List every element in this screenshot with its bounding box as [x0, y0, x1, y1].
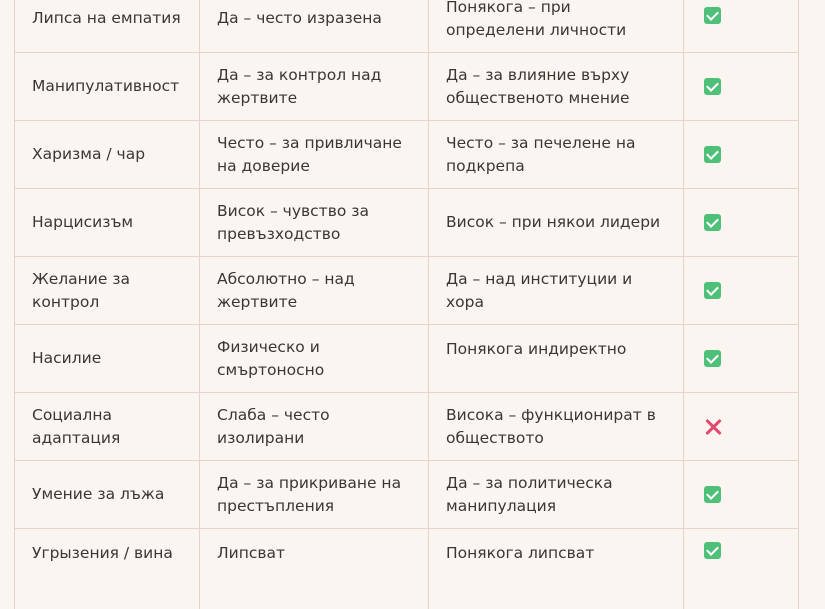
trait-cell: Социална адаптация [15, 393, 200, 460]
comparison-table [14, 0, 799, 609]
match-cell [684, 121, 798, 188]
match-cell [684, 0, 798, 52]
leader-cell: Да – за влияние върху общественото мнение [429, 53, 684, 120]
leader-cell: Да – за политическа манипулация [429, 461, 684, 528]
green-check-box-icon [704, 214, 721, 231]
serial-killer-cell: Да – за прикриване на престъпления [200, 461, 429, 528]
table-row [15, 0, 798, 53]
match-cell [684, 53, 798, 120]
table-row [15, 189, 798, 257]
serial-killer-cell: Висок – чувство за превъзходство [200, 189, 429, 256]
leader-cell: Висока – функционират в обществото [429, 393, 684, 460]
table-row [15, 393, 798, 461]
leader-cell: Понякога липсват [429, 529, 684, 609]
match-cell [684, 393, 798, 460]
green-check-box-icon [704, 542, 721, 559]
green-check-box-icon [704, 282, 721, 299]
table-row [15, 53, 798, 121]
green-check-box-icon [704, 146, 721, 163]
green-check-box-icon [704, 78, 721, 95]
match-cell [684, 529, 798, 609]
table-row [15, 461, 798, 529]
green-check-box-icon [704, 350, 721, 367]
match-cell [684, 325, 798, 392]
red-cross-icon [704, 418, 721, 435]
leader-cell: Да – над институции и хора [429, 257, 684, 324]
match-cell [684, 461, 798, 528]
leader-cell: Често – за печелене на подкрепа [429, 121, 684, 188]
trait-cell: Желание за контрол [15, 257, 200, 324]
green-check-box-icon [704, 7, 721, 24]
trait-cell: Липса на емпатия [15, 0, 200, 52]
table-row [15, 257, 798, 325]
leader-cell: Висок – при някои лидери [429, 189, 684, 256]
trait-cell: Харизма / чар [15, 121, 200, 188]
leader-cell: Понякога индиректно [429, 325, 684, 392]
table-row [15, 121, 798, 189]
trait-cell: Манипулативност [15, 53, 200, 120]
serial-killer-cell: Да – за контрол над жертвите [200, 53, 429, 120]
match-cell [684, 257, 798, 324]
leader-cell: Понякога – при определени личности [429, 0, 684, 52]
serial-killer-cell: Слаба – често изолирани [200, 393, 429, 460]
trait-cell: Угрызения / вина [15, 529, 200, 609]
serial-killer-cell: Физическо и смъртоносно [200, 325, 429, 392]
match-cell [684, 189, 798, 256]
trait-cell: Нарцисизъм [15, 189, 200, 256]
serial-killer-cell: Често – за привличане на доверие [200, 121, 429, 188]
trait-cell: Умение за лъжа [15, 461, 200, 528]
green-check-box-icon [704, 486, 721, 503]
serial-killer-cell: Липсват [200, 529, 429, 609]
table-row [15, 529, 798, 609]
trait-cell: Насилие [15, 325, 200, 392]
table-row [15, 325, 798, 393]
serial-killer-cell: Да – често изразена [200, 0, 429, 52]
serial-killer-cell: Абсолютно – над жертвите [200, 257, 429, 324]
